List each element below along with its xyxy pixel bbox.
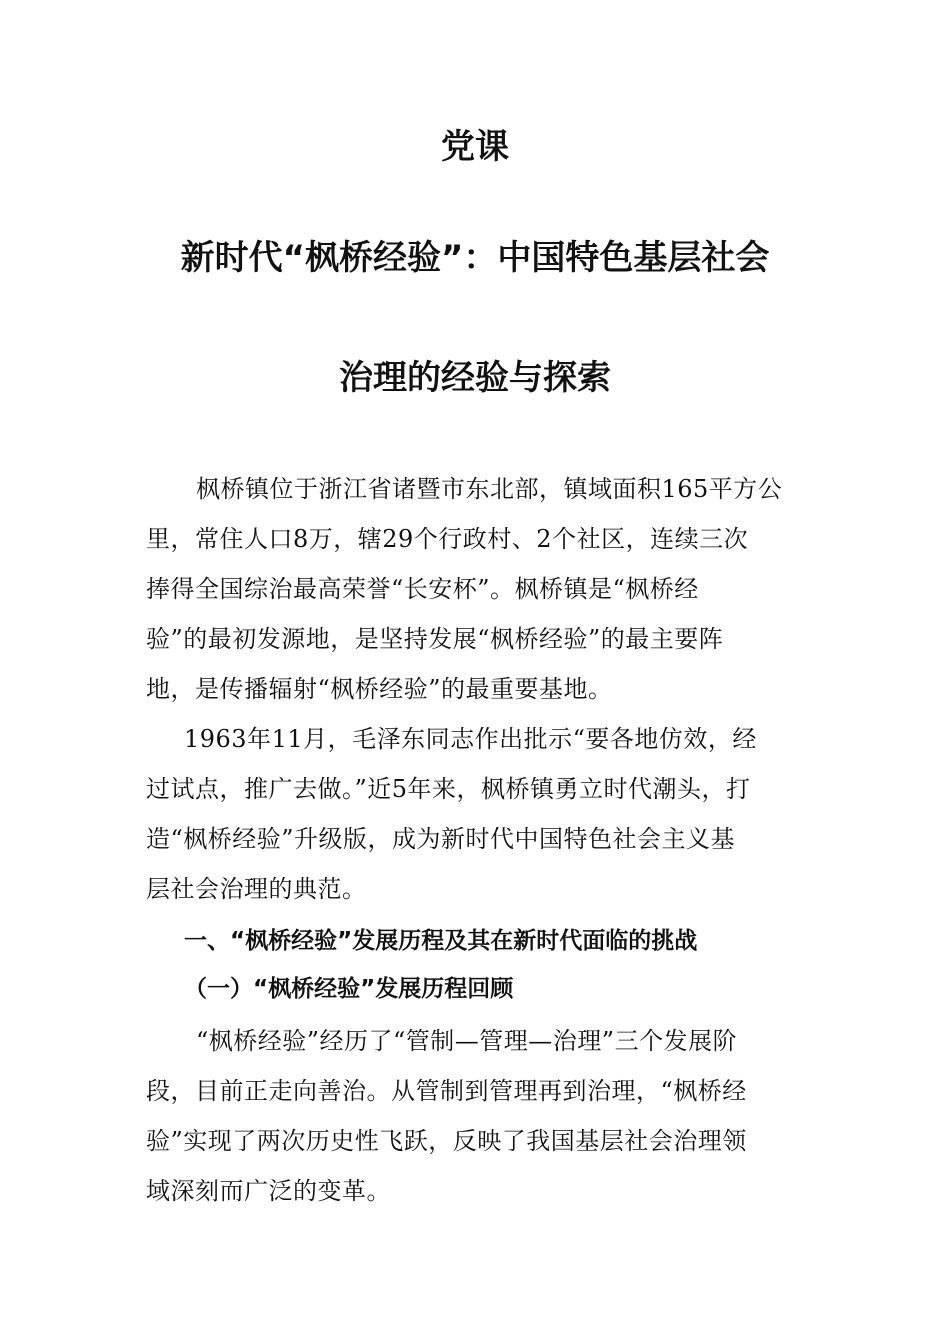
document-title-line-1: 新时代“枫桥经验”：中国特色基层社会 [180, 238, 770, 278]
paragraph-3-line-1: “枫桥经验”经历了“管制—管理—治理”三个发展阶 [196, 1027, 738, 1055]
paragraph-3-line-4: 域深刻而广泛的变革。 [146, 1177, 391, 1205]
paragraph-3-line-3: 验”实现了两次历史性飞跃，反映了我国基层社会治理领 [146, 1127, 747, 1155]
paragraph-2-line-4: 层社会治理的典范。 [146, 875, 367, 903]
paragraph-3-line-2: 段，目前正走向善治。从管制到管理再到治理，“枫桥经 [146, 1077, 747, 1105]
paragraph-1-line-5: 地，是传播辐射“枫桥经验”的最重要基地。 [146, 675, 613, 703]
document-kicker: 党课 [441, 127, 509, 167]
paragraph-2-line-3: 造“枫桥经验”升级版，成为新时代中国特色社会主义基 [146, 825, 736, 853]
paragraph-2-line-2: 过试点，推广去做。”近5年来，枫桥镇勇立时代潮头，打 [146, 775, 751, 803]
paragraph-1-line-1: 枫桥镇位于浙江省诸暨市东北部，镇域面积165平方公 [196, 475, 783, 503]
document-title-line-2: 治理的经验与探索 [339, 358, 611, 398]
subsection-1-heading: （一）“枫桥经验”发展历程回顾 [184, 976, 514, 1002]
paragraph-2-line-1: 1963年11月，毛泽东同志作出批示“要各地仿效，经 [184, 725, 757, 753]
section-1-heading: 一、“枫桥经验”发展历程及其在新时代面临的挑战 [184, 928, 698, 954]
paragraph-1-line-3: 捧得全国综治最高荣誉“长安杯”。枫桥镇是“枫桥经 [146, 575, 699, 603]
paragraph-1-line-2: 里，常住人口8万，辖29个行政村、2个社区，连续三次 [146, 525, 749, 553]
paragraph-1-line-4: 验”的最初发源地，是坚持发展“枫桥经验”的最主要阵 [146, 625, 724, 653]
